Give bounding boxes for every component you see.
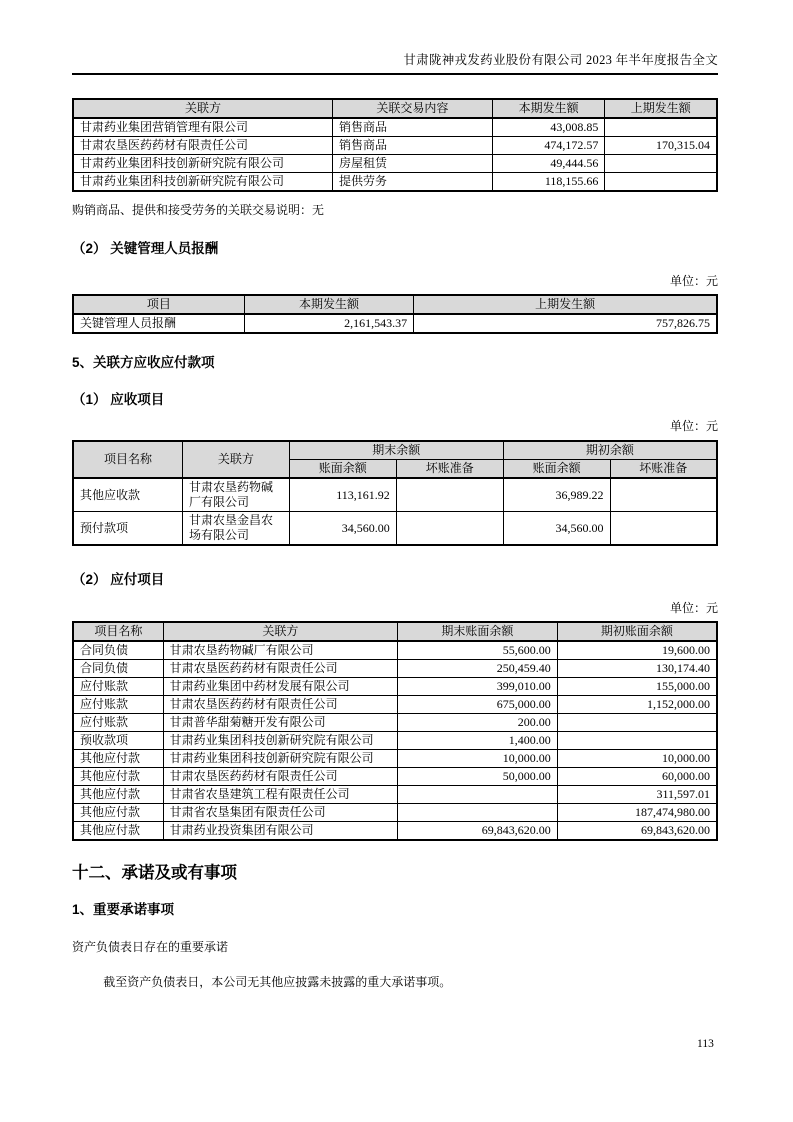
amount-cell xyxy=(605,155,717,173)
table-row xyxy=(73,714,717,732)
related-transactions-table xyxy=(72,98,718,192)
amount-cell: 474,172.57 xyxy=(492,137,605,155)
content-cell: 销售商品 xyxy=(333,137,493,155)
item-cell: 合同负债 xyxy=(73,641,163,660)
content-cell: 提供劳务 xyxy=(333,173,493,192)
party-cell: 甘肃省农垦集团有限责任公司 xyxy=(163,804,397,822)
amount-cell: 757,826.75 xyxy=(414,314,717,333)
unit-label: 单位：元 xyxy=(669,419,718,433)
amount-cell: 49,444.56 xyxy=(492,155,605,173)
item-cell: 关键管理人员报酬 xyxy=(73,314,244,333)
key-management-table xyxy=(72,294,718,334)
amount-cell: 60,000.00 xyxy=(557,768,717,786)
table-row xyxy=(73,137,717,155)
heading-section12: 十二、承诺及或有事项 xyxy=(72,864,237,882)
receivables-table xyxy=(72,440,718,546)
amount-cell: 43,008.85 xyxy=(492,118,605,137)
table-row xyxy=(73,173,717,192)
table-row xyxy=(73,512,717,546)
item-cell: 其他应付款 xyxy=(73,804,163,822)
table-row xyxy=(73,660,717,678)
item-cell: 其他应付款 xyxy=(73,822,163,841)
document-header xyxy=(72,0,718,75)
col-header-ending-book-balance: 期末账面余额 xyxy=(398,622,558,641)
amount-cell: 10,000.00 xyxy=(398,750,558,768)
party-cell: 甘肃普华甜菊糖开发有限公司 xyxy=(163,714,397,732)
amount-cell xyxy=(396,512,503,546)
party-cell: 甘肃药业集团科技创新研究院有限公司 xyxy=(73,173,333,192)
party-cell: 甘肃农垦医药药材有限责任公司 xyxy=(73,137,333,155)
amount-cell xyxy=(398,786,558,804)
amount-cell: 170,315.04 xyxy=(605,137,717,155)
amount-cell: 187,474,980.00 xyxy=(557,804,717,822)
item-cell: 应付账款 xyxy=(73,678,163,696)
related-transactions-note: 购销商品、提供和接受劳务的关联交易说明：无 xyxy=(72,203,325,217)
party-cell: 甘肃农垦医药药材有限责任公司 xyxy=(163,768,397,786)
amount-cell xyxy=(605,173,717,192)
item-cell: 应付账款 xyxy=(73,714,163,732)
col-header-item-name: 项目名称 xyxy=(73,622,163,641)
amount-cell xyxy=(396,478,503,512)
amount-cell: 155,000.00 xyxy=(557,678,717,696)
table-header-row xyxy=(73,622,717,641)
col-header-beginning-book-balance: 期初账面余额 xyxy=(557,622,717,641)
col-header-item: 项目 xyxy=(73,295,244,314)
table-row xyxy=(73,750,717,768)
col-header-party: 关联方 xyxy=(73,99,333,118)
col-header-party: 关联方 xyxy=(182,441,289,478)
amount-cell: 399,010.00 xyxy=(398,678,558,696)
item-cell: 其他应收款 xyxy=(73,478,182,512)
col-header-party: 关联方 xyxy=(163,622,397,641)
page-content xyxy=(72,0,718,990)
amount-cell: 1,152,000.00 xyxy=(557,696,717,714)
table-row xyxy=(73,155,717,173)
amount-cell: 311,597.01 xyxy=(557,786,717,804)
amount-cell: 200.00 xyxy=(398,714,558,732)
amount-cell: 55,600.00 xyxy=(398,641,558,660)
col-header-current: 本期发生额 xyxy=(244,295,413,314)
amount-cell: 2,161,543.37 xyxy=(244,314,413,333)
table-header-row xyxy=(73,295,717,314)
item-cell: 合同负债 xyxy=(73,660,163,678)
party-cell: 甘肃药业集团科技创新研究院有限公司 xyxy=(163,750,397,768)
table-row xyxy=(73,822,717,841)
table-row xyxy=(73,786,717,804)
col-header-content: 关联交易内容 xyxy=(333,99,493,118)
table-row xyxy=(73,118,717,137)
amount-cell: 10,000.00 xyxy=(557,750,717,768)
col-header-item-name: 项目名称 xyxy=(73,441,182,478)
party-cell: 甘肃农垦医药药材有限责任公司 xyxy=(163,660,397,678)
party-cell: 甘肃农垦药物碱厂有限公司 xyxy=(163,641,397,660)
item-cell: 其他应付款 xyxy=(73,768,163,786)
table-row xyxy=(73,314,717,333)
unit-label: 单位：元 xyxy=(669,601,718,615)
no-undisclosed-commitments-text: 截至资产负债表日，本公司无其他应披露未披露的重大承诺事项。 xyxy=(103,975,452,989)
table-header-row xyxy=(73,441,717,460)
report-title: 甘肃陇神戎发药业股份有限公司 2023 年半年度报告全文 xyxy=(403,53,718,67)
col-header-bad-debt: 坏账准备 xyxy=(396,460,503,479)
amount-cell xyxy=(610,512,717,546)
amount-cell xyxy=(557,732,717,750)
col-header-beginning-balance: 期初余额 xyxy=(503,441,717,460)
party-cell: 甘肃药业投资集团有限公司 xyxy=(163,822,397,841)
party-cell: 甘肃药业集团营销管理有限公司 xyxy=(73,118,333,137)
amount-cell: 19,600.00 xyxy=(557,641,717,660)
heading-key-management: （2） 关键管理人员报酬 xyxy=(72,241,219,256)
party-cell: 甘肃药业集团中药材发展有限公司 xyxy=(163,678,397,696)
heading-receivables: （1） 应收项目 xyxy=(72,392,165,407)
col-header-book-balance: 账面余额 xyxy=(503,460,610,479)
amount-cell xyxy=(605,118,717,137)
table-row xyxy=(73,804,717,822)
amount-cell: 34,560.00 xyxy=(289,512,396,546)
item-cell: 其他应付款 xyxy=(73,786,163,804)
col-header-bad-debt: 坏账准备 xyxy=(610,460,717,479)
col-header-prior: 上期发生额 xyxy=(605,99,717,118)
amount-cell: 113,161.92 xyxy=(289,478,396,512)
table-row xyxy=(73,478,717,512)
item-cell: 预收款项 xyxy=(73,732,163,750)
party-cell: 甘肃省农垦建筑工程有限责任公司 xyxy=(163,786,397,804)
col-header-book-balance: 账面余额 xyxy=(289,460,396,479)
content-cell: 房屋租赁 xyxy=(333,155,493,173)
party-cell: 甘肃农垦医药药材有限责任公司 xyxy=(163,696,397,714)
table-row xyxy=(73,678,717,696)
amount-cell: 69,843,620.00 xyxy=(557,822,717,841)
amount-cell: 36,989.22 xyxy=(503,478,610,512)
payables-table xyxy=(72,621,718,841)
table-row xyxy=(73,696,717,714)
item-cell: 应付账款 xyxy=(73,696,163,714)
party-cell: 甘肃药业集团科技创新研究院有限公司 xyxy=(73,155,333,173)
heading-important-commitments: 1、重要承诺事项 xyxy=(72,902,175,917)
item-cell: 其他应付款 xyxy=(73,750,163,768)
unit-label: 单位：元 xyxy=(669,274,718,288)
amount-cell: 130,174.40 xyxy=(557,660,717,678)
amount-cell xyxy=(557,714,717,732)
table-row xyxy=(73,768,717,786)
content-cell: 销售商品 xyxy=(333,118,493,137)
page-number: 113 xyxy=(697,1038,714,1050)
heading-section5: 5、关联方应收应付款项 xyxy=(72,355,215,370)
party-cell: 甘肃农垦药物碱厂有限公司 xyxy=(182,478,289,512)
balance-sheet-commitment-text: 资产负债表日存在的重要承诺 xyxy=(72,940,229,954)
party-cell: 甘肃药业集团科技创新研究院有限公司 xyxy=(163,732,397,750)
table-row xyxy=(73,732,717,750)
heading-payables: （2） 应付项目 xyxy=(72,572,165,587)
amount-cell: 118,155.66 xyxy=(492,173,605,192)
amount-cell: 50,000.00 xyxy=(398,768,558,786)
amount-cell xyxy=(610,478,717,512)
col-header-ending-balance: 期末余额 xyxy=(289,441,503,460)
amount-cell: 1,400.00 xyxy=(398,732,558,750)
amount-cell: 250,459.40 xyxy=(398,660,558,678)
table-row xyxy=(73,641,717,660)
amount-cell xyxy=(398,804,558,822)
party-cell: 甘肃农垦金昌农场有限公司 xyxy=(182,512,289,546)
table-header-row xyxy=(73,99,717,118)
amount-cell: 34,560.00 xyxy=(503,512,610,546)
col-header-current: 本期发生额 xyxy=(492,99,605,118)
amount-cell: 69,843,620.00 xyxy=(398,822,558,841)
amount-cell: 675,000.00 xyxy=(398,696,558,714)
col-header-prior: 上期发生额 xyxy=(414,295,717,314)
item-cell: 预付款项 xyxy=(73,512,182,546)
